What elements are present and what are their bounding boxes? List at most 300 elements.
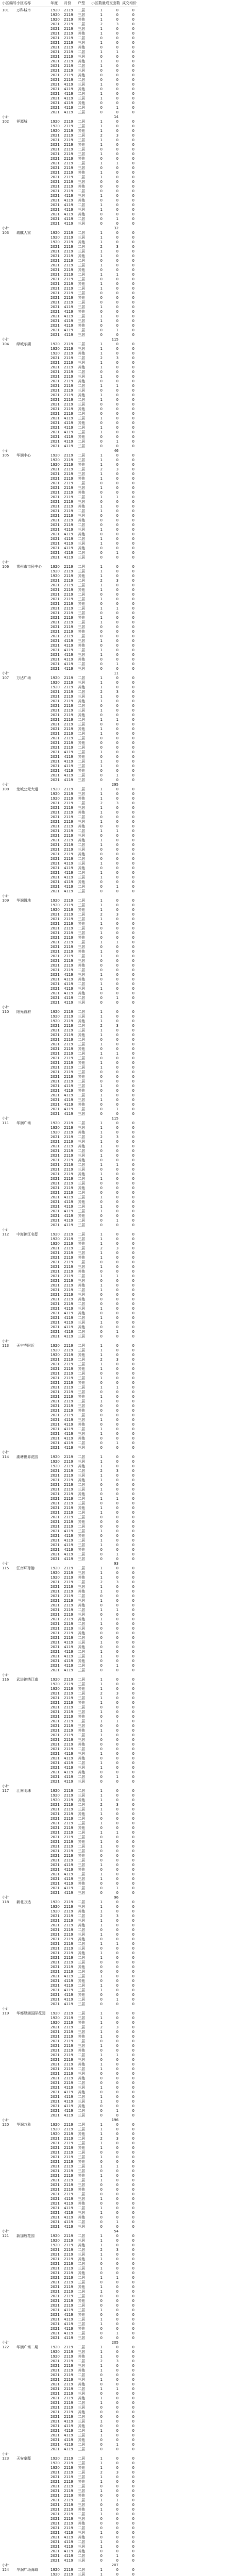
month-cell: 2119 bbox=[64, 1807, 73, 1811]
subtotal-cell bbox=[16, 2007, 50, 2011]
table-row bbox=[2, 73, 138, 78]
year-cell: 2021 bbox=[50, 1984, 60, 1988]
table-row bbox=[2, 2470, 138, 2475]
code-cell bbox=[2, 810, 16, 815]
subtotal-cell bbox=[78, 115, 91, 120]
month-cell: 4119 bbox=[64, 314, 73, 318]
month-cell: 4119 bbox=[64, 1752, 73, 1756]
sets-cell: 0 bbox=[116, 667, 119, 671]
type-cell: 其他 bbox=[78, 2438, 85, 2442]
price-cell: 0 bbox=[132, 129, 134, 133]
table-row bbox=[2, 2558, 138, 2563]
month-cell: 4119 bbox=[64, 973, 73, 977]
sets-cell: 0 bbox=[116, 824, 119, 828]
qty-cell: 1 bbox=[100, 727, 103, 731]
qty-cell: 0 bbox=[100, 296, 103, 300]
year-cell: 2021 bbox=[50, 1191, 60, 1195]
sets-cell: 0 bbox=[116, 945, 119, 949]
code-cell bbox=[2, 2035, 16, 2039]
type-cell: 二居 bbox=[78, 2123, 85, 2127]
month-cell: 4119 bbox=[64, 1001, 73, 1005]
sets-cell: 0 bbox=[116, 1478, 119, 1482]
year-cell: 2021 bbox=[50, 2512, 60, 2516]
table-row bbox=[2, 977, 138, 982]
sets-cell: 0 bbox=[116, 1195, 119, 1199]
type-cell: 二居 bbox=[78, 1024, 85, 1028]
sets-cell: 0 bbox=[116, 388, 119, 393]
month-cell: 2119 bbox=[64, 676, 73, 680]
code-cell bbox=[2, 463, 16, 467]
code-cell bbox=[2, 2331, 16, 2336]
code-cell bbox=[2, 1422, 16, 1427]
year-cell: 2021 bbox=[50, 2540, 60, 2544]
table-row bbox=[2, 2123, 138, 2127]
name-cell bbox=[16, 852, 50, 857]
type-cell: 二居 bbox=[78, 175, 85, 179]
type-cell: 二居 bbox=[78, 1455, 85, 1459]
table-row bbox=[2, 2021, 138, 2025]
type-cell: 二居 bbox=[78, 2206, 85, 2210]
code-cell bbox=[2, 152, 16, 157]
year-cell: 2021 bbox=[50, 1738, 60, 1742]
month-cell: 4119 bbox=[64, 2201, 73, 2206]
qty-cell: 1 bbox=[100, 1585, 103, 1589]
qty-cell: 1 bbox=[100, 1455, 103, 1459]
sets-cell: 0 bbox=[116, 889, 119, 893]
type-cell: 三居 bbox=[78, 667, 85, 671]
code-cell bbox=[2, 2016, 16, 2021]
price-cell: 0 bbox=[132, 634, 134, 638]
qty-cell: 0 bbox=[100, 217, 103, 221]
code-cell bbox=[2, 1872, 16, 1877]
sets-cell: 1 bbox=[116, 384, 119, 388]
name-cell bbox=[16, 1849, 50, 1854]
qty-cell: 0 bbox=[100, 885, 103, 889]
price-cell: 0 bbox=[132, 1371, 134, 1376]
name-cell bbox=[16, 495, 50, 500]
table-row bbox=[2, 2081, 138, 2086]
qty-cell: 0 bbox=[100, 2494, 103, 2498]
price-cell: 0 bbox=[132, 1534, 134, 1538]
month-cell: 2119 bbox=[64, 1497, 73, 1501]
name-cell bbox=[16, 945, 50, 950]
type-cell: 二居 bbox=[78, 1441, 85, 1445]
name-cell bbox=[16, 69, 50, 73]
month-cell: 4119 bbox=[64, 755, 73, 759]
month-cell: 2119 bbox=[64, 1460, 73, 1464]
price-cell: 0 bbox=[132, 1789, 134, 1793]
type-cell: 三居 bbox=[78, 1946, 85, 1951]
month-cell: 2119 bbox=[64, 245, 73, 249]
code-cell bbox=[2, 263, 16, 268]
table-row bbox=[2, 2568, 138, 2572]
type-cell: 其他 bbox=[78, 1882, 85, 1886]
name-cell bbox=[16, 407, 50, 412]
price-cell: 0 bbox=[132, 704, 134, 708]
sets-cell: 0 bbox=[116, 1520, 119, 1524]
subtotal-sets: 46 bbox=[114, 449, 119, 453]
month-cell: 2119 bbox=[64, 1399, 73, 1403]
month-cell: 2119 bbox=[64, 834, 73, 838]
name-cell bbox=[16, 2058, 50, 2062]
table-row bbox=[2, 996, 138, 1001]
price-cell: 0 bbox=[132, 1223, 134, 1227]
year-cell: 2021 bbox=[50, 1413, 60, 1417]
table-row bbox=[2, 1548, 138, 1552]
name-cell bbox=[16, 36, 50, 41]
code-cell bbox=[2, 2239, 16, 2243]
name-cell bbox=[16, 1668, 50, 1673]
code-cell bbox=[2, 815, 16, 820]
subtotal-cell bbox=[78, 1005, 91, 1010]
year-cell: 2021 bbox=[50, 2392, 60, 2396]
qty-cell: 1 bbox=[100, 1307, 103, 1311]
month-cell: 4119 bbox=[64, 1214, 73, 1218]
name-cell bbox=[16, 305, 50, 310]
code-cell bbox=[2, 1098, 16, 1103]
qty-cell: 1 bbox=[100, 2401, 103, 2405]
name-cell bbox=[16, 1951, 50, 1956]
name-cell bbox=[16, 1028, 50, 1033]
sets-cell: 0 bbox=[116, 296, 119, 300]
sets-cell: 0 bbox=[116, 2081, 119, 2085]
code-cell bbox=[2, 208, 16, 212]
month-cell: 2119 bbox=[64, 2280, 73, 2284]
table-row bbox=[2, 648, 138, 653]
year-cell: 2021 bbox=[50, 1033, 60, 1037]
qty-cell: 0 bbox=[100, 1223, 103, 1227]
year-cell: 2021 bbox=[50, 1297, 60, 1301]
price-cell: 0 bbox=[132, 2308, 134, 2312]
code-cell bbox=[2, 2132, 16, 2137]
qty-cell: 0 bbox=[100, 1891, 103, 1895]
code-cell: 104 bbox=[2, 342, 9, 346]
year-cell: 2021 bbox=[50, 1246, 60, 1250]
sets-cell: 0 bbox=[116, 1061, 119, 1065]
month-cell: 2119 bbox=[64, 922, 73, 926]
subtotal-cell bbox=[78, 671, 91, 676]
year-cell: 2021 bbox=[50, 1515, 60, 1519]
year-cell: 2021 bbox=[50, 2183, 60, 2187]
year-cell: 2021 bbox=[50, 1149, 60, 1153]
qty-cell: 0 bbox=[100, 1664, 103, 1668]
table-row bbox=[2, 2160, 138, 2164]
subtotal-sets: 115 bbox=[111, 1116, 119, 1121]
month-cell: 2119 bbox=[64, 806, 73, 810]
name-cell bbox=[16, 759, 50, 764]
subtotal-price bbox=[122, 783, 138, 787]
name-cell bbox=[16, 1571, 50, 1575]
sets-cell: 0 bbox=[116, 212, 119, 216]
year-cell: 2021 bbox=[50, 875, 60, 879]
sets-cell: 0 bbox=[116, 2368, 119, 2372]
year-cell: 2021 bbox=[50, 324, 60, 328]
code-cell bbox=[2, 1650, 16, 1654]
qty-cell: 0 bbox=[100, 1993, 103, 1997]
month-cell: 2119 bbox=[64, 2243, 73, 2247]
qty-cell: 0 bbox=[100, 1103, 103, 1107]
name-cell bbox=[16, 87, 50, 92]
table-row bbox=[2, 2206, 138, 2211]
table-row bbox=[2, 222, 138, 226]
year-cell: 2021 bbox=[50, 1200, 60, 1204]
name-cell bbox=[16, 1265, 50, 1269]
table-row bbox=[2, 2155, 138, 2160]
price-cell: 0 bbox=[132, 1840, 134, 1844]
month-cell: 2119 bbox=[64, 1858, 73, 1862]
table-row bbox=[2, 1812, 138, 1817]
code-cell bbox=[2, 1891, 16, 1895]
month-cell: 2119 bbox=[64, 1580, 73, 1584]
type-cell: 二居 bbox=[78, 1330, 85, 1334]
code-cell bbox=[2, 792, 16, 796]
price-cell: 0 bbox=[132, 1965, 134, 1969]
type-cell: 其他 bbox=[78, 1033, 85, 1037]
code-cell bbox=[2, 2137, 16, 2141]
qty-cell: 1 bbox=[100, 2132, 103, 2136]
month-cell: 2119 bbox=[64, 1121, 73, 1125]
name-cell bbox=[16, 2433, 50, 2438]
qty-cell: 1 bbox=[100, 2456, 103, 2461]
type-cell: 二居 bbox=[78, 1427, 85, 1431]
year-cell: 2021 bbox=[50, 778, 60, 782]
month-cell: 2119 bbox=[64, 1362, 73, 1366]
subtotal-sets: 93 bbox=[114, 1562, 119, 1566]
year-cell: 2021 bbox=[50, 885, 60, 889]
qty-cell: 1 bbox=[100, 537, 103, 541]
month-cell: 2119 bbox=[64, 2498, 73, 2502]
year-cell: 2021 bbox=[50, 1534, 60, 1538]
code-cell bbox=[2, 2558, 16, 2563]
year-cell: 2021 bbox=[50, 2419, 60, 2424]
qty-cell: 1 bbox=[100, 249, 103, 253]
qty-cell: 1 bbox=[100, 1042, 103, 1046]
month-cell: 2119 bbox=[64, 810, 73, 815]
year-cell: 2021 bbox=[50, 2192, 60, 2196]
month-cell: 2119 bbox=[64, 1038, 73, 1042]
year-cell: 2021 bbox=[50, 2521, 60, 2526]
type-cell: 三居 bbox=[78, 1056, 85, 1060]
code-cell bbox=[2, 861, 16, 866]
year-cell: 1920 bbox=[50, 574, 60, 578]
year-cell: 2021 bbox=[50, 171, 60, 175]
year-cell: 2021 bbox=[50, 732, 60, 736]
qty-cell: 1 bbox=[100, 2419, 103, 2424]
month-cell: 2119 bbox=[64, 50, 73, 54]
code-cell bbox=[2, 1603, 16, 1608]
name-cell bbox=[16, 639, 50, 643]
sets-cell: 0 bbox=[116, 597, 119, 601]
code-cell bbox=[2, 1348, 16, 1353]
type-cell: 二居 bbox=[78, 676, 85, 680]
table-row bbox=[2, 120, 138, 124]
year-cell: 2021 bbox=[50, 1506, 60, 1510]
qty-cell: 0 bbox=[100, 1200, 103, 1204]
price-cell: 0 bbox=[132, 1376, 134, 1380]
price-cell: 0 bbox=[132, 611, 134, 615]
table-row bbox=[2, 708, 138, 713]
qty-cell: 0 bbox=[100, 1330, 103, 1334]
type-cell: 其他 bbox=[78, 1325, 85, 1329]
price-cell: 0 bbox=[132, 509, 134, 513]
code-cell bbox=[2, 1780, 16, 1784]
sets-cell: 0 bbox=[116, 2039, 119, 2043]
month-cell: 2119 bbox=[64, 2475, 73, 2479]
name-cell: 华润广场二期 bbox=[16, 2345, 38, 2349]
table-row bbox=[2, 2507, 138, 2512]
price-cell: 0 bbox=[132, 504, 134, 509]
name-cell bbox=[16, 2016, 50, 2021]
table-row bbox=[2, 1956, 138, 1960]
type-cell: 三居 bbox=[78, 472, 85, 476]
name-cell bbox=[16, 634, 50, 639]
year-cell: 2021 bbox=[50, 2113, 60, 2117]
name-cell bbox=[16, 620, 50, 625]
type-cell: 二居 bbox=[78, 36, 85, 40]
header-cell: 小区数量 bbox=[91, 1, 106, 5]
type-cell: 其他 bbox=[78, 2354, 85, 2359]
name-cell bbox=[16, 2257, 50, 2262]
qty-cell: 0 bbox=[100, 2072, 103, 2076]
table-row bbox=[2, 973, 138, 977]
type-cell: 其他 bbox=[78, 1186, 85, 1190]
price-cell: 0 bbox=[132, 1728, 134, 1733]
table-row bbox=[2, 2415, 138, 2419]
name-cell bbox=[16, 106, 50, 110]
month-cell: 2119 bbox=[64, 2378, 73, 2382]
code-cell bbox=[2, 2141, 16, 2146]
type-cell: 二居 bbox=[78, 1608, 85, 1612]
price-cell: 0 bbox=[132, 143, 134, 147]
year-cell: 2021 bbox=[50, 963, 60, 968]
code-cell bbox=[2, 634, 16, 639]
sets-cell: 0 bbox=[116, 1418, 119, 1422]
year-cell: 2021 bbox=[50, 806, 60, 810]
table-row bbox=[2, 2299, 138, 2303]
price-cell: 0 bbox=[132, 745, 134, 750]
code-cell bbox=[2, 574, 16, 579]
type-cell: 其他 bbox=[78, 212, 85, 216]
subtotal-cell bbox=[16, 2563, 50, 2568]
table-row bbox=[2, 1418, 138, 1422]
code-cell bbox=[2, 18, 16, 22]
code-cell bbox=[2, 537, 16, 541]
price-cell: 0 bbox=[132, 2336, 134, 2340]
year-cell: 1920 bbox=[50, 2572, 60, 2576]
month-cell: 2119 bbox=[64, 574, 73, 578]
code-cell bbox=[2, 1775, 16, 1780]
name-cell bbox=[16, 2480, 50, 2484]
code-cell bbox=[2, 1223, 16, 1228]
subtotal-cell bbox=[78, 2563, 91, 2568]
sets-cell: 0 bbox=[116, 143, 119, 147]
type-cell: 其他 bbox=[78, 1534, 85, 1538]
year-cell: 2021 bbox=[50, 1603, 60, 1607]
price-cell: 0 bbox=[132, 889, 134, 893]
qty-cell: 0 bbox=[100, 277, 103, 281]
table-row bbox=[2, 2456, 138, 2461]
qty-cell: 0 bbox=[100, 643, 103, 648]
year-cell: 2021 bbox=[50, 1654, 60, 1658]
table-row bbox=[2, 208, 138, 212]
code-cell bbox=[2, 1413, 16, 1418]
price-cell: 0 bbox=[132, 467, 134, 471]
qty-cell: 0 bbox=[100, 630, 103, 634]
qty-cell: 0 bbox=[100, 500, 103, 504]
qty-cell: 2 bbox=[100, 1803, 103, 1807]
type-cell: 三居 bbox=[78, 1001, 85, 1005]
qty-cell: 0 bbox=[100, 55, 103, 59]
code-cell bbox=[2, 662, 16, 667]
sets-cell: 0 bbox=[116, 546, 119, 550]
code-cell bbox=[2, 718, 16, 722]
code-cell bbox=[2, 681, 16, 685]
subtotal-cell bbox=[50, 1784, 64, 1789]
year-cell: 2021 bbox=[50, 1279, 60, 1283]
qty-cell: 1 bbox=[100, 2378, 103, 2382]
month-cell: 2119 bbox=[64, 1965, 73, 1969]
month-cell: 2119 bbox=[64, 1413, 73, 1417]
table-row bbox=[2, 732, 138, 736]
qty-cell: 1 bbox=[100, 2572, 103, 2576]
name-cell bbox=[16, 1205, 50, 1209]
month-cell: 4119 bbox=[64, 87, 73, 91]
month-cell: 2119 bbox=[64, 398, 73, 402]
price-cell: 0 bbox=[132, 1056, 134, 1060]
subtotal-price bbox=[122, 1562, 138, 1566]
month-cell: 2119 bbox=[64, 2456, 73, 2461]
month-cell: 2119 bbox=[64, 495, 73, 499]
type-cell: 三居 bbox=[78, 583, 85, 587]
name-cell bbox=[16, 1863, 50, 1868]
sets-cell: 1 bbox=[116, 551, 119, 555]
name-cell bbox=[16, 977, 50, 982]
qty-cell: 1 bbox=[100, 1793, 103, 1798]
price-cell: 0 bbox=[132, 101, 134, 105]
qty-cell: 0 bbox=[100, 1645, 103, 1649]
name-cell bbox=[16, 212, 50, 217]
year-cell: 1920 bbox=[50, 1909, 60, 1913]
subtotal-sets bbox=[106, 1450, 122, 1455]
month-cell: 4119 bbox=[64, 1997, 73, 2002]
year-cell: 2021 bbox=[50, 2188, 60, 2192]
qty-cell: 0 bbox=[100, 2303, 103, 2308]
name-cell bbox=[16, 1831, 50, 1835]
table-row bbox=[2, 490, 138, 495]
price-cell: 0 bbox=[132, 342, 134, 346]
name-cell bbox=[16, 616, 50, 620]
sets-cell: 0 bbox=[116, 2197, 119, 2201]
year-cell: 2021 bbox=[50, 1223, 60, 1227]
qty-cell: 0 bbox=[100, 2517, 103, 2521]
type-cell: 二居 bbox=[78, 2262, 85, 2266]
year-cell: 2021 bbox=[50, 1599, 60, 1603]
month-cell: 2119 bbox=[64, 1738, 73, 1742]
month-cell: 2119 bbox=[64, 1812, 73, 1816]
code-cell bbox=[2, 305, 16, 310]
month-cell: 2119 bbox=[64, 1589, 73, 1594]
sets-cell: 0 bbox=[116, 968, 119, 972]
sets-cell: 0 bbox=[116, 2558, 119, 2563]
price-cell: 0 bbox=[132, 662, 134, 666]
name-cell bbox=[16, 861, 50, 866]
type-cell: 二居 bbox=[78, 871, 85, 875]
subtotal-cell bbox=[64, 1116, 78, 1121]
year-cell: 2021 bbox=[50, 1946, 60, 1951]
qty-cell: 1 bbox=[100, 982, 103, 986]
table-row bbox=[2, 1835, 138, 1840]
year-cell: 2021 bbox=[50, 630, 60, 634]
